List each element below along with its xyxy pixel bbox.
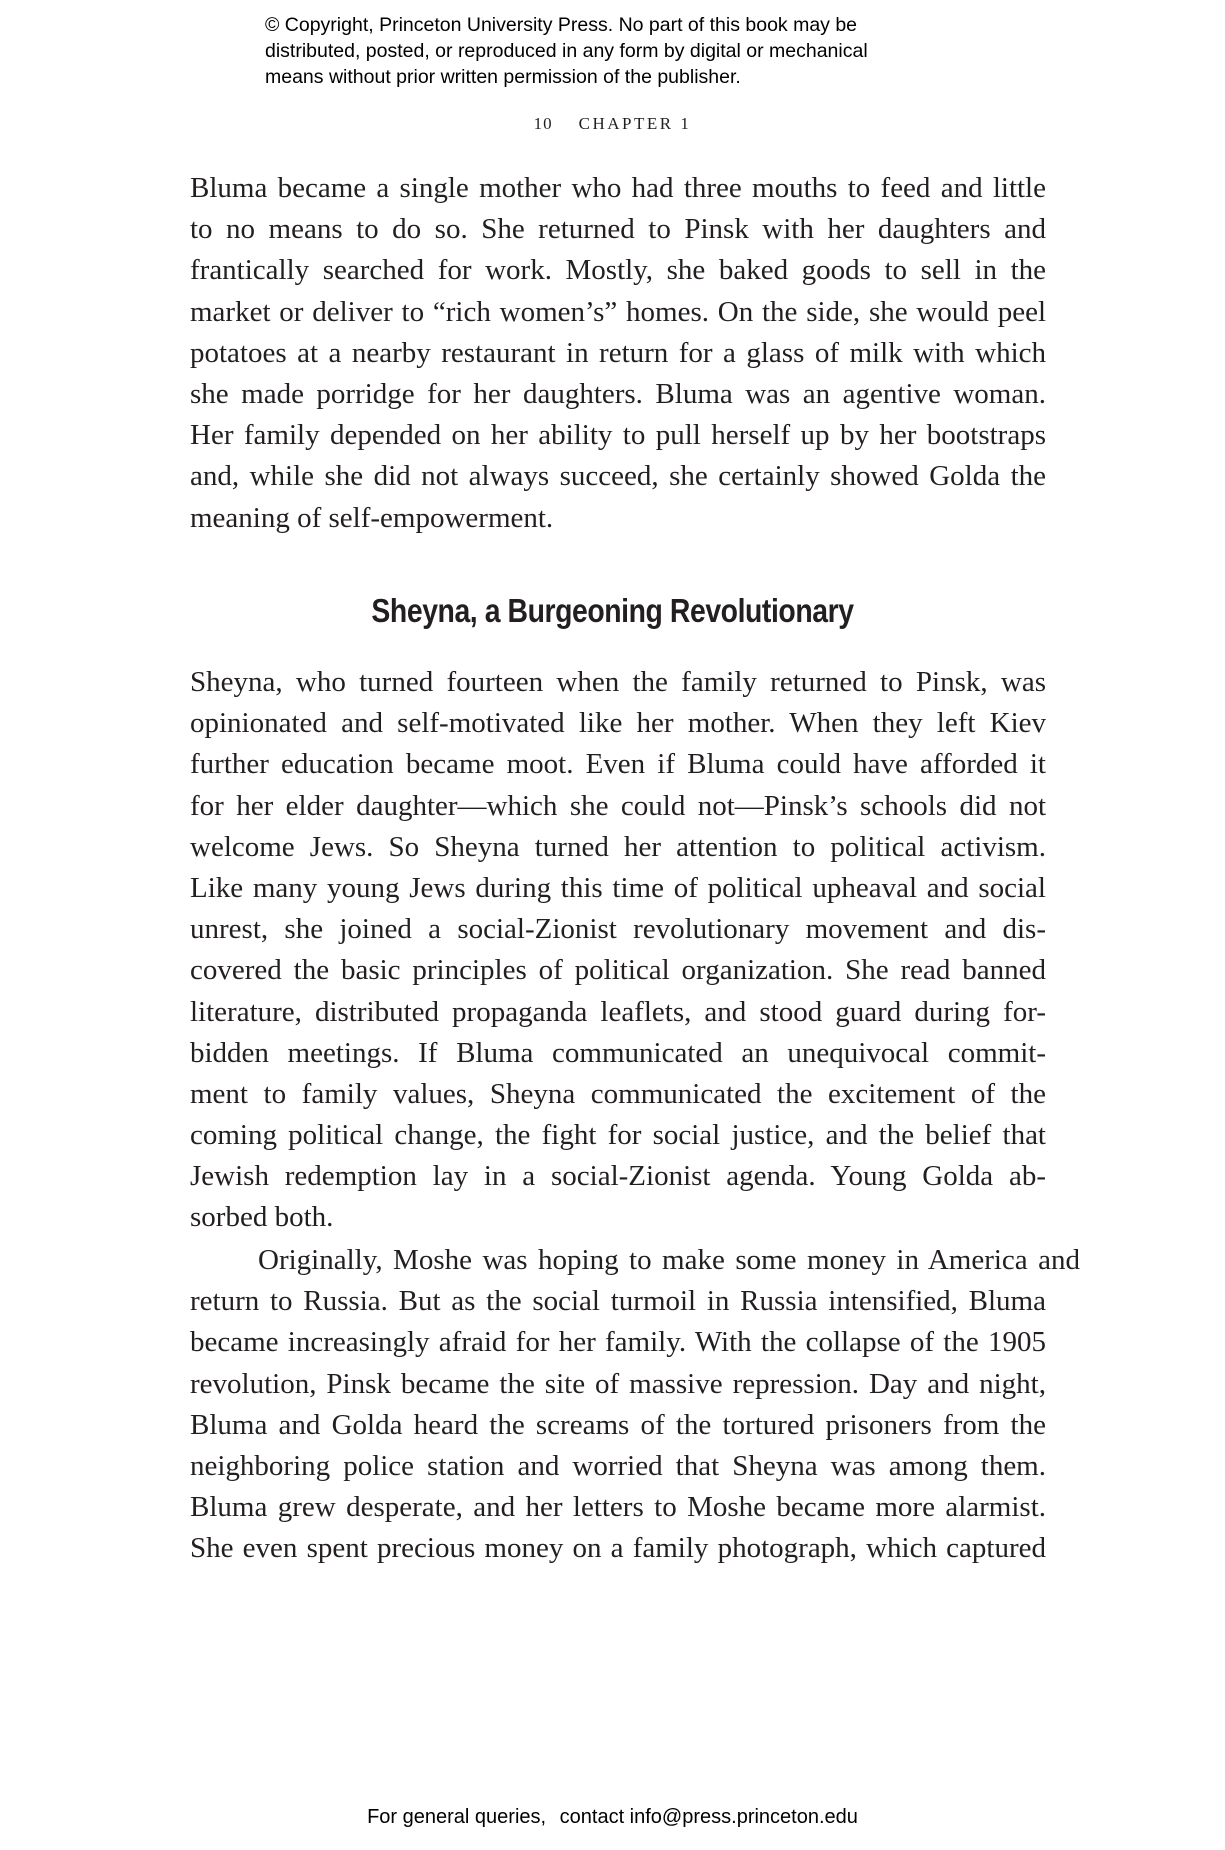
footer-email: contact info@press.princeton.edu <box>559 1806 858 1828</box>
text-line: further education became moot. Even if Bluma could have afforded it <box>190 748 1046 781</box>
text-line: market or deliver to “rich women’s” homes. On the side, she would peel <box>190 295 1046 328</box>
text-line: frantically searched for work. Mostly, she baked goods to sell in the <box>190 254 1046 287</box>
paragraph <box>190 1240 1080 1570</box>
text-line: potatoes at a nearby restaurant in return for a glass of milk with which <box>190 336 1046 369</box>
text-line: Jewish redemption lay in a social-Zionist agenda. Young Golda ab- <box>190 1160 1046 1193</box>
running-head <box>0 114 1225 134</box>
text-line: welcome Jews. So Sheyna turned her attention to political activism. <box>190 830 1046 863</box>
text-line: Originally, Moshe was hoping to make some money in America and <box>258 1244 1080 1276</box>
text-line: revolution, Pinsk became the site of massive repression. Day and night, <box>190 1367 1046 1400</box>
text-line: Like many young Jews during this time of political upheaval and social <box>190 871 1046 904</box>
text-line: neighboring police station and worried that Sheyna was among them. <box>190 1449 1046 1482</box>
text-line: she made porridge for her daughters. Bluma was an agentive woman. <box>190 377 1046 410</box>
text-line: Her family depended on her ability to pull herself up by her bootstraps <box>190 419 1046 452</box>
text-line: for her elder daughter—which she could not—Pinsk’s schools did not <box>190 789 1046 822</box>
text-line: literature, distributed propaganda leaflets, and stood guard during for- <box>190 995 1046 1028</box>
text-line: sorbed both. <box>190 1201 334 1234</box>
text-line: unrest, she joined a social-Zionist revolutionary movement and dis- <box>190 913 1046 946</box>
copyright-line: © Copyright, Princeton University Press. No part of this book may be <box>265 14 858 36</box>
text-line: She even spent precious money on a family photograph, which captured <box>190 1532 1046 1565</box>
text-line: return to Russia. But as the social turmoil in Russia intensified, Bluma <box>190 1285 1046 1318</box>
text-line: bidden meetings. If Bluma communicated an unequivocal commit- <box>190 1036 1046 1069</box>
text-line: became increasingly afraid for her family. With the collapse of the 1905 <box>190 1326 1046 1359</box>
text-line: opinionated and self-motivated like her mother. When they left Kiev <box>190 707 1046 740</box>
text-line: to no means to do so. She returned to Pinsk with her daughters and <box>190 213 1046 246</box>
copyright-notice <box>265 12 985 90</box>
footer-contact <box>0 1806 1225 1829</box>
text-line: covered the basic principles of political organization. She read banned <box>190 954 1046 987</box>
text-line: ment to family values, Sheyna communicated the excitement of the <box>190 1077 1046 1110</box>
copyright-line: means without prior written permission of the publisher. <box>265 66 741 88</box>
text-line: Bluma and Golda heard the screams of the tortured prisoners from the <box>190 1408 1046 1441</box>
copyright-line: distributed, posted, or reproduced in any form by digital or mechanical <box>265 40 868 62</box>
paragraph <box>190 168 1046 539</box>
text-line: Sheyna, who turned fourteen when the family returned to Pinsk, was <box>190 666 1046 698</box>
footer-label: For general queries, <box>367 1806 547 1828</box>
text-line: and, while she did not always succeed, she certainly showed Golda the <box>190 460 1046 493</box>
paragraph <box>190 662 1046 1239</box>
text-line: Bluma grew desperate, and her letters to Moshe became more alarmist. <box>190 1491 1046 1524</box>
text-line: coming political change, the fight for social justice, and the belief that <box>190 1119 1046 1152</box>
chapter-label: CHAPTER 1 <box>578 114 692 133</box>
section-heading: Sheyna, a Burgeoning Revolutionary <box>371 592 854 629</box>
text-line: Bluma became a single mother who had three mouths to feed and little <box>190 172 1046 204</box>
page-number: 10 <box>533 114 553 133</box>
text-line: meaning of self-empowerment. <box>190 501 554 534</box>
